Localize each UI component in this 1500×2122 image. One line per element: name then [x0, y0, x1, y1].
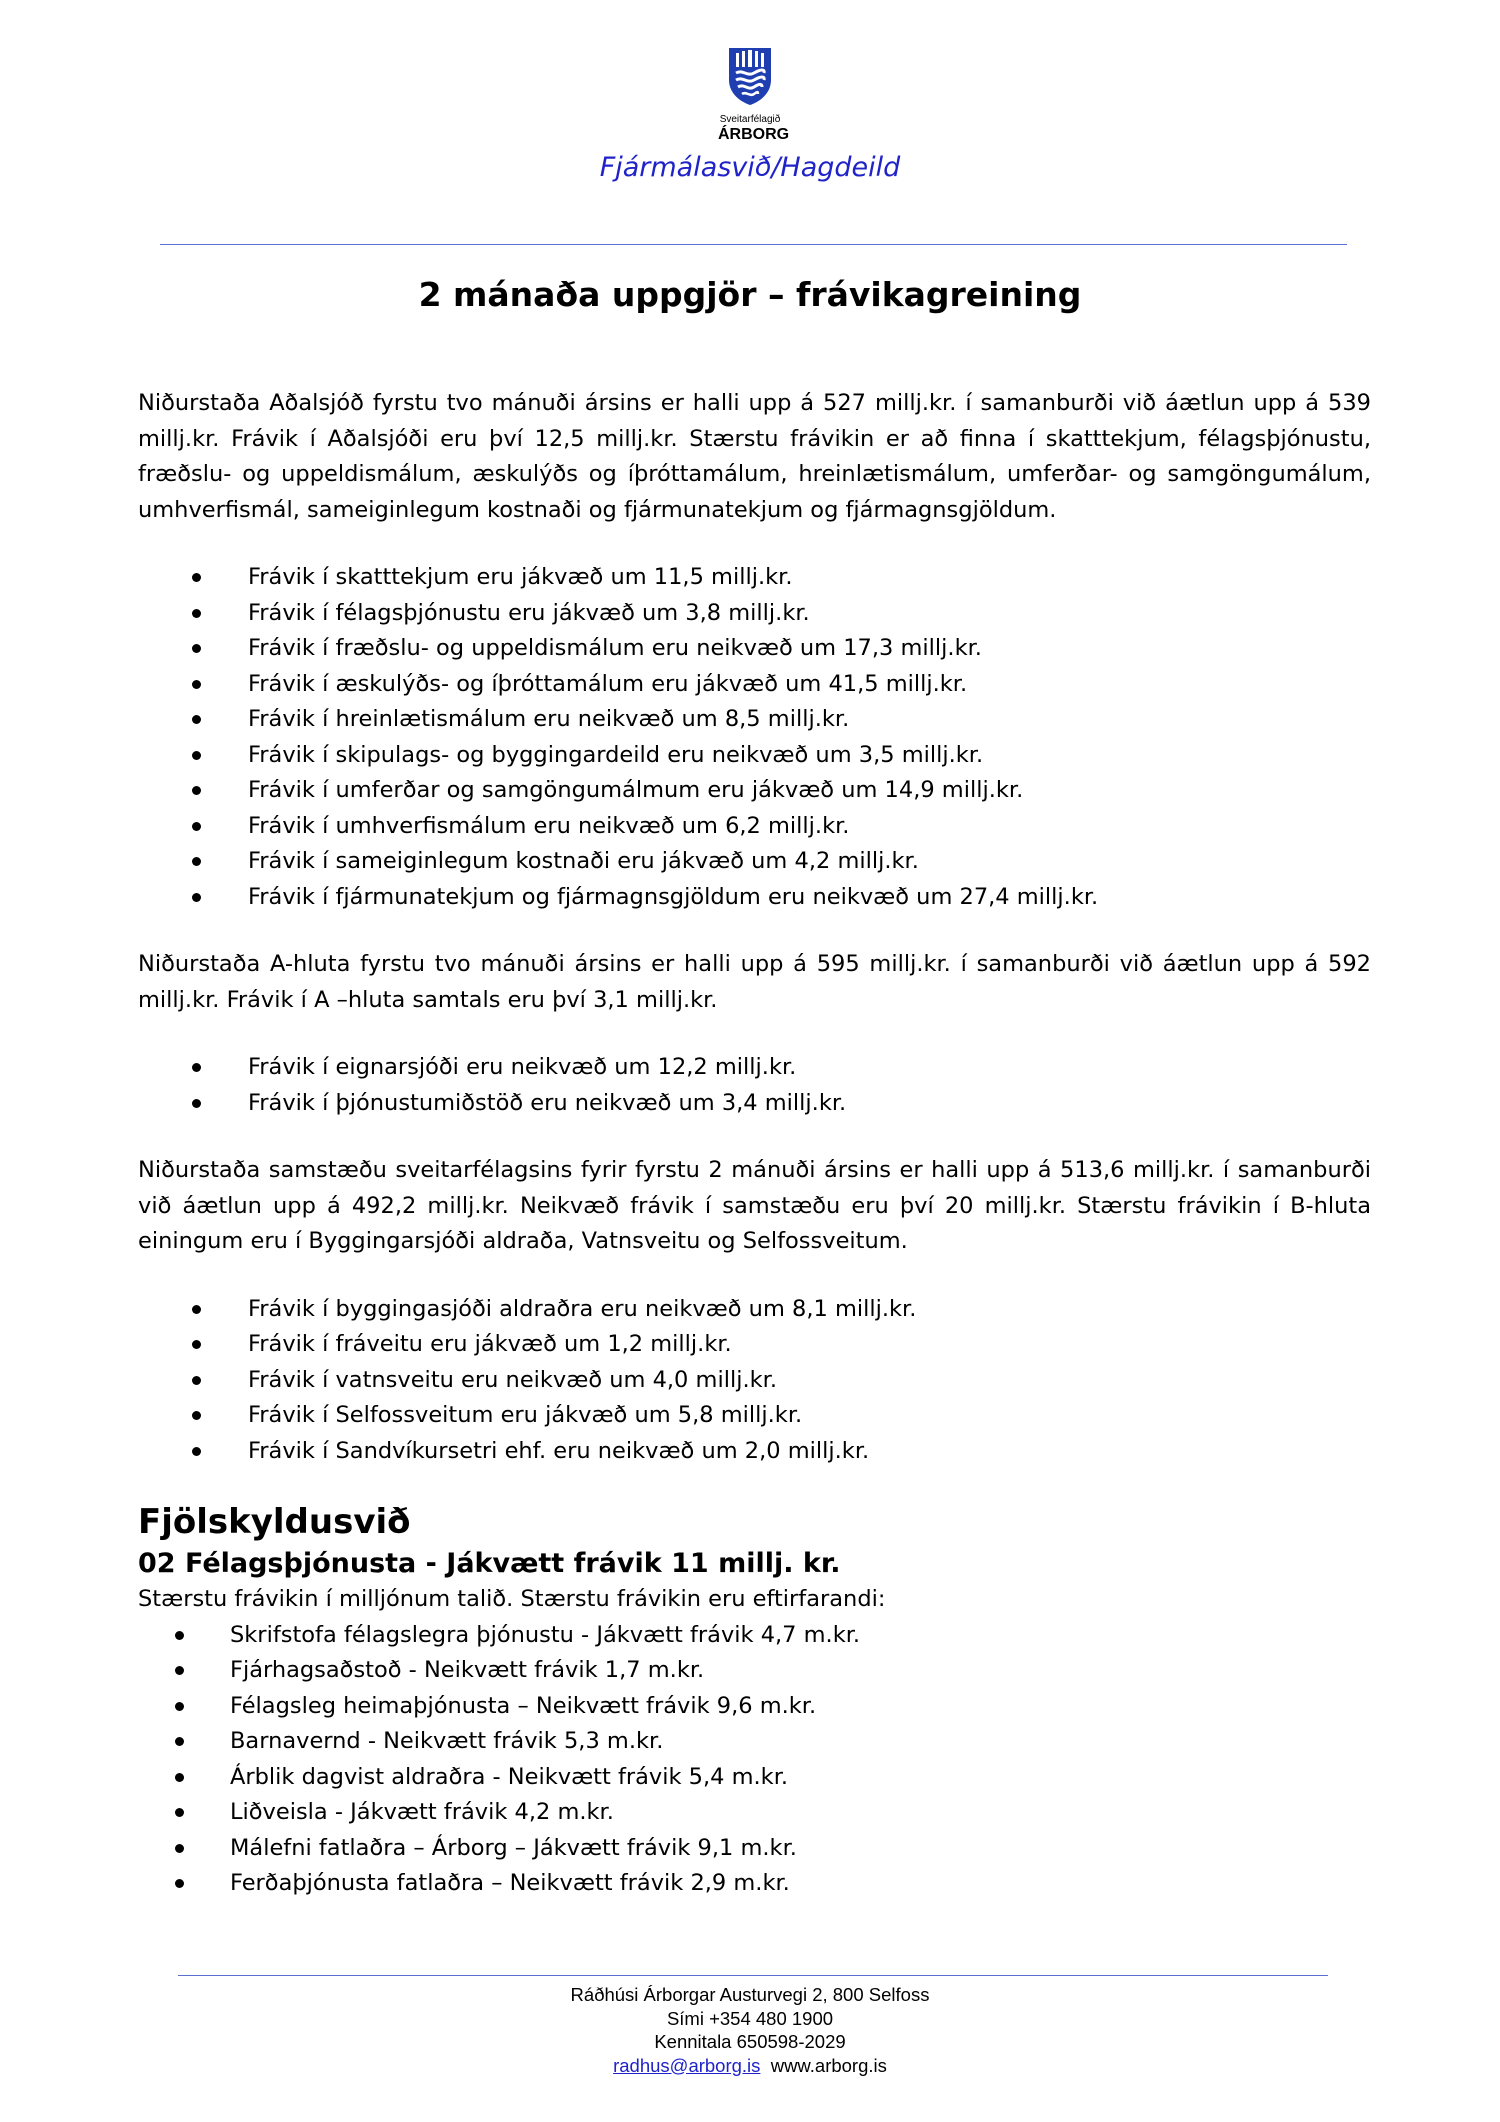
arborg-crest-icon — [727, 46, 773, 106]
list-item: Frávik í fráveitu eru jákvæð um 1,2 millj.kr. — [248, 1327, 1371, 1363]
subsection-heading: 02 Félagsþjónusta - Jákvætt frávik 11 millj. kr. — [138, 1548, 841, 1579]
list-item: Frávik í Sandvíkursetri ehf. eru neikvæð um 2,0 millj.kr. — [248, 1434, 1371, 1470]
aggregate-variance-list — [138, 560, 1371, 915]
list-item: Málefni fatlaðra – Árborg – Jákvætt frávik 9,1 m.kr. — [230, 1831, 1371, 1867]
list-item: Frávik í hreinlætismálum eru neikvæð um 8,5 millj.kr. — [248, 702, 1371, 738]
list-item: Frávik í eignarsjóði eru neikvæð um 12,2 millj.kr. — [248, 1050, 1371, 1086]
footer-contact — [0, 2054, 1500, 2078]
list-item: Frávik í skipulags- og byggingardeild eru neikvæð um 3,5 millj.kr. — [248, 738, 1371, 774]
document-body — [138, 386, 1371, 1902]
list-item: Ferðaþjónusta fatlaðra – Neikvætt frávik 2,9 m.kr. — [230, 1866, 1371, 1902]
group-summary-paragraph: Niðurstaða samstæðu sveitarfélagsins fyrir fyrstu 2 mánuði ársins er halli upp á 513,6 millj.kr. í samanburði við áætlun upp á 492,2 millj.kr. Neikvæð frávik í samstæðu eru því 20 millj.kr. Stærstu frávikin í B-hluta einingum eru í Byggingarsjóði aldraða, Vatnsveitu og Selfossveitum. — [138, 1157, 1371, 1254]
social-services-variance-list — [138, 1618, 1371, 1902]
aggregate-summary-paragraph: Niðurstaða Aðalsjóð fyrstu tvo mánuði ársins er halli upp á 527 millj.kr. í samanburði við áætlun upp á 539 millj.kr. Frávik í Aðalsjóði eru því 12,5 millj.kr. Stærstu frávikin er að finna í skatttekjum, félagsþjónustu, fræðslu- og uppeldismálum, æskulýðs og íþróttamálum, hreinlætismálum, umferðar- og samgöngumálum, umhverfismál, sameiginlegum kostnaði og fjármunatekjum og fjármagnsgjöldum. — [138, 390, 1371, 523]
a-part-summary-paragraph: Niðurstaða A-hluta fyrstu tvo mánuði ársins er halli upp á 595 millj.kr. í samanburði við áætlun upp á 592 millj.kr. Frávik í A –hluta samtals eru því 3,1 millj.kr. — [138, 951, 1371, 1013]
footer-kennitala: Kennitala 650598-2029 — [654, 2031, 846, 2052]
list-item: Barnavernd - Neikvætt frávik 5,3 m.kr. — [230, 1724, 1371, 1760]
footer-divider — [178, 1975, 1328, 1976]
page-footer — [0, 1983, 1500, 2077]
list-item: Félagsleg heimaþjónusta – Neikvætt frávik 9,6 m.kr. — [230, 1689, 1371, 1725]
subsection-intro: Stærstu frávikin í milljónum talið. Stærstu frávikin eru eftirfarandi: — [138, 1586, 886, 1612]
list-item: Frávik í fræðslu- og uppeldismálum eru neikvæð um 17,3 millj.kr. — [248, 631, 1371, 667]
list-item: Frávik í vatnsveitu eru neikvæð um 4,0 millj.kr. — [248, 1363, 1371, 1399]
list-item: Frávik í byggingasjóði aldraðra eru neikvæð um 8,1 millj.kr. — [248, 1292, 1371, 1328]
logo-municipality-name: ÁRBORG — [718, 126, 790, 143]
logo-municipality-label: Sveitarfélagið — [719, 114, 781, 125]
footer-phone: Sími +354 480 1900 — [666, 2007, 834, 2029]
b-part-variance-list — [138, 1292, 1371, 1470]
website-text: www.arborg.is — [770, 2054, 887, 2076]
list-item: Frávik í umferðar og samgöngumálmum eru jákvæð um 14,9 millj.kr. — [248, 773, 1371, 809]
list-item: Frávik í æskulýðs- og íþróttamálum eru jákvæð um 41,5 millj.kr. — [248, 667, 1371, 703]
list-item: Frávik í skatttekjum eru jákvæð um 11,5 millj.kr. — [248, 560, 1371, 596]
list-item: Skrifstofa félagslegra þjónustu - Jákvætt frávik 4,7 m.kr. — [230, 1618, 1371, 1654]
list-item: Frávik í félagsþjónustu eru jákvæð um 3,8 millj.kr. — [248, 596, 1371, 632]
list-item: Árblik dagvist aldraðra - Neikvætt frávik 5,4 m.kr. — [230, 1760, 1371, 1796]
page-title: 2 mánaða uppgjör – frávikagreining — [418, 275, 1082, 314]
list-item: Frávik í sameiginlegum kostnaði eru jákvæð um 4,2 millj.kr. — [248, 844, 1371, 880]
footer-address: Ráðhúsi Árborgar Austurvegi 2, 800 Selfoss — [570, 1984, 930, 2005]
department-name: Fjármálasvið/Hagdeild — [599, 152, 901, 183]
section-heading: Fjölskyldusvið — [138, 1502, 411, 1542]
list-item: Liðveisla - Jákvætt frávik 4,2 m.kr. — [230, 1795, 1371, 1831]
header-divider — [160, 244, 1347, 245]
list-item: Frávik í Selfossveitum eru jákvæð um 5,8 millj.kr. — [248, 1398, 1371, 1434]
email-link[interactable]: radhus@arborg.is — [613, 2054, 761, 2076]
list-item: Fjárhagsaðstoð - Neikvætt frávik 1,7 m.kr. — [230, 1653, 1371, 1689]
list-item: Frávik í fjármunatekjum og fjármagnsgjöldum eru neikvæð um 27,4 millj.kr. — [248, 880, 1371, 916]
a-part-variance-list — [138, 1050, 1371, 1121]
list-item: Frávik í þjónustumiðstöð eru neikvæð um 3,4 millj.kr. — [248, 1086, 1371, 1122]
logo — [718, 46, 790, 143]
list-item: Frávik í umhverfismálum eru neikvæð um 6,2 millj.kr. — [248, 809, 1371, 845]
